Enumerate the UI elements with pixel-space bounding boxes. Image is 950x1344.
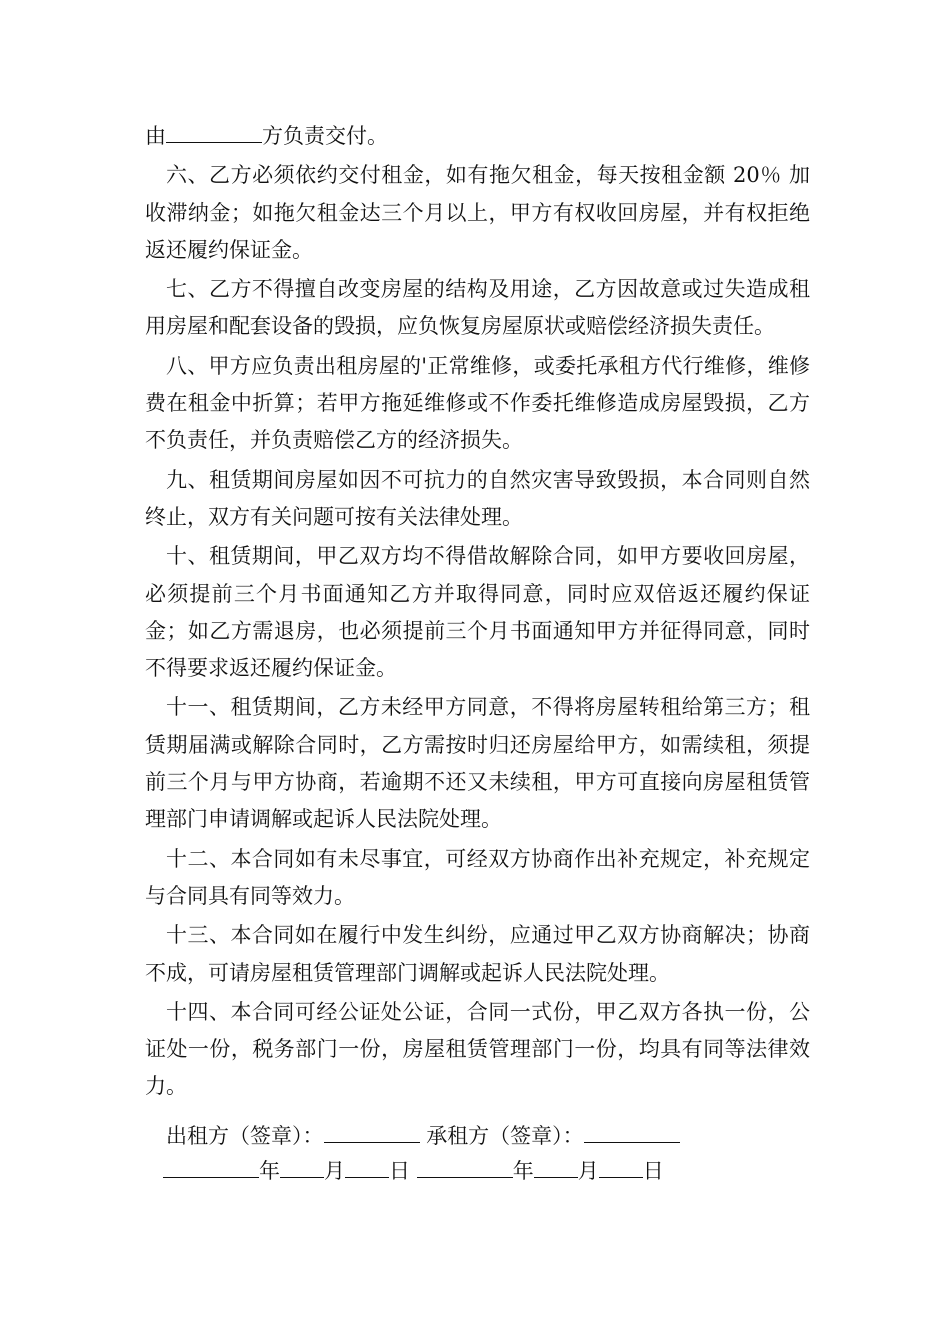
clause-9: 九、租赁期间房屋如因不可抗力的自然灾害导致毁损，本合同则自然终止，双方有关问题可按有关法律处理。: [145, 467, 810, 529]
lessee-month-label: 月: [577, 1159, 599, 1183]
clause-12: 十二、本合同如有未尽事宜，可经双方协商作出补充规定，补充规定与合同具有同等效力。: [145, 846, 810, 908]
clause-6: 六、乙方必须依约交付租金，如有拖欠租金，每天按租金额 20％ 加收滞纳金；如拖欠租金达三个月以上，甲方有权收回房屋，并有权拒绝返还履约保证金。: [145, 163, 810, 262]
fragment-prefix: 由: [145, 124, 166, 148]
clause-10: 十、租赁期间，甲乙双方均不得借故解除合同，如甲方要收回房屋，必须提前三个月书面通知乙方并取得同意，同时应双倍返还履约保证金；如乙方需退房，也必须提前三个月书面通知甲方并征得同意，同时不得要求返还履约保证金。: [145, 544, 810, 681]
lessor-year-blank: [163, 1157, 259, 1178]
lessor-sign-blank: [324, 1122, 420, 1143]
lessee-month-blank: [534, 1157, 578, 1178]
blank-line: [166, 122, 262, 143]
lessor-year-label: 年: [259, 1159, 280, 1183]
lessor-day-label: 日: [389, 1159, 410, 1183]
clause-14: 十四、本合同可经公证处公证，合同一式份，甲乙双方各执一份，公证处一份，税务部门一份，房屋租赁管理部门一份，均具有同等法律效力。: [145, 999, 810, 1099]
lessee-day-label: 日: [642, 1159, 664, 1183]
lessor-month-blank: [280, 1157, 324, 1178]
contract-body: [145, 118, 810, 1108]
lessor-day-blank: [345, 1157, 389, 1178]
lessee-year-label: 年: [512, 1159, 534, 1183]
date-line: [163, 1153, 664, 1190]
lessee-day-blank: [599, 1157, 643, 1178]
lessee-sign-blank: [584, 1122, 680, 1143]
clause-8: 八、甲方应负责出租房屋的'正常维修，或委托承租方代行维修，维修费在租金中折算；若甲方拖延维修或不作委托维修造成房屋毁损，乙方不负责任，并负责赔偿乙方的经济损失。: [145, 353, 810, 453]
lessee-year-blank: [417, 1157, 513, 1178]
signature-line: [166, 1118, 680, 1155]
lessee-label: 承租方（签章）：: [426, 1124, 584, 1148]
fragment-suffix: 方负责交付。: [262, 124, 388, 148]
lessor-label: 出租方（签章）：: [166, 1124, 324, 1148]
clause-11: 十一、租赁期间，乙方未经甲方同意，不得将房屋转租给第三方；租赁期届满或解除合同时，乙方需按时归还房屋给甲方，如需续租，须提前三个月与甲方协商，若逾期不还又未续租，甲方可直接向房屋租赁管理部门申请调解或起诉人民法院处理。: [145, 695, 810, 832]
clause-13: 十三、本合同如在履行中发生纠纷，应通过甲乙双方协商解决；协商不成，可请房屋租赁管理部门调解或起诉人民法院处理。: [145, 923, 810, 985]
lessor-month-label: 月: [324, 1159, 345, 1183]
clause-7: 七、乙方不得擅自改变房屋的结构及用途，乙方因故意或过失造成租用房屋和配套设备的毁损，应负恢复房屋原状或赔偿经济损失责任。: [145, 277, 810, 339]
clause-fragment: [145, 118, 810, 155]
